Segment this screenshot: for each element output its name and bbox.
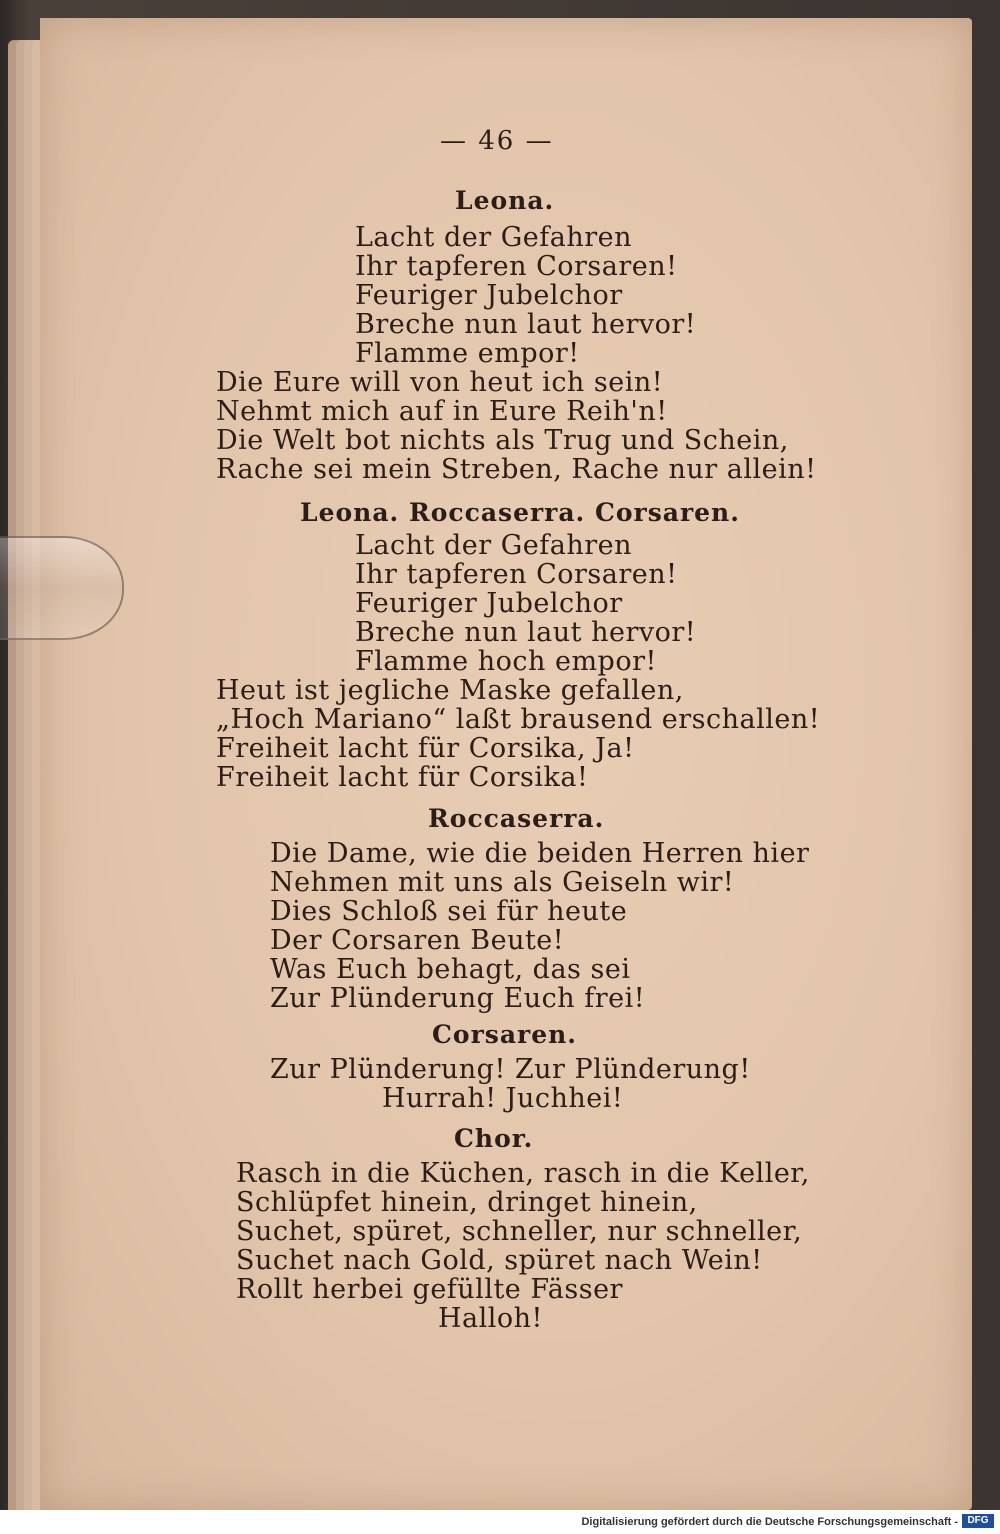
verse-line: Heut ist jegliche Maske gefallen, [216,675,684,706]
verse-line: Flamme empor! [355,338,580,369]
funding-credit: Digitalisierung gefördert durch die Deutsche Forschungsgemeinschaft - [581,1516,958,1528]
dfg-logo: DFG [962,1514,994,1528]
verse-line: Breche nun laut hervor! [355,617,697,648]
verse-line: Zur Plünderung Euch frei! [270,983,646,1014]
verse-line: Halloh! [438,1303,543,1334]
verse-line: Rollt herbei gefüllte Fässer [236,1274,623,1305]
speaker-heading: Leona. [455,186,555,215]
verse-line: Was Euch behagt, das sei [270,954,631,985]
verse-line: Rache sei mein Streben, Rache nur allein! [216,454,817,485]
page-number: — 46 — [440,126,554,156]
verse-line: Schlüpfet hinein, dringet hinein, [236,1187,698,1218]
speaker-heading: Corsaren. [432,1020,577,1049]
verse-line: Lacht der Gefahren [355,222,633,253]
verse-line: Feuriger Jubelchor [355,588,623,619]
verse-line: Die Welt bot nichts als Trug und Schein, [216,425,789,456]
verse-line: Feuriger Jubelchor [355,280,623,311]
verse-line: Freiheit lacht für Corsika, Ja! [216,733,635,764]
speaker-heading: Roccaserra. [428,804,605,833]
speaker-heading: Chor. [454,1124,534,1153]
verse-line: Suchet nach Gold, spüret nach Wein! [236,1245,763,1276]
verse-line: Nehmt mich auf in Eure Reih'n! [216,396,668,427]
speaker-heading: Leona. Roccaserra. Corsaren. [300,498,740,527]
verse-line: Zur Plünderung! Zur Plünderung! [270,1054,751,1085]
page-clip [0,536,124,640]
verse-line: Nehmen mit uns als Geiseln wir! [270,867,735,898]
verse-line: Suchet, spüret, schneller, nur schneller, [236,1216,803,1247]
verse-line: Rasch in die Küchen, rasch in die Keller, [236,1158,810,1189]
verse-line: Ihr tapferen Corsaren! [355,559,678,590]
verse-line: Dies Schloß sei für heute [270,896,628,927]
verse-line: Lacht der Gefahren [355,530,633,561]
verse-line: Der Corsaren Beute! [270,925,565,956]
verse-line: Freiheit lacht für Corsika! [216,762,589,793]
verse-line: Hurrah! Juchhei! [382,1083,624,1114]
verse-line: „Hoch Mariano“ laßt brausend erschallen! [216,704,821,735]
verse-line: Die Eure will von heut ich sein! [216,367,664,398]
verse-line: Ihr tapferen Corsaren! [355,251,678,282]
verse-line: Breche nun laut hervor! [355,309,697,340]
verse-line: Flamme hoch empor! [355,646,657,677]
verse-line: Die Dame, wie die beiden Herren hier [270,838,810,869]
